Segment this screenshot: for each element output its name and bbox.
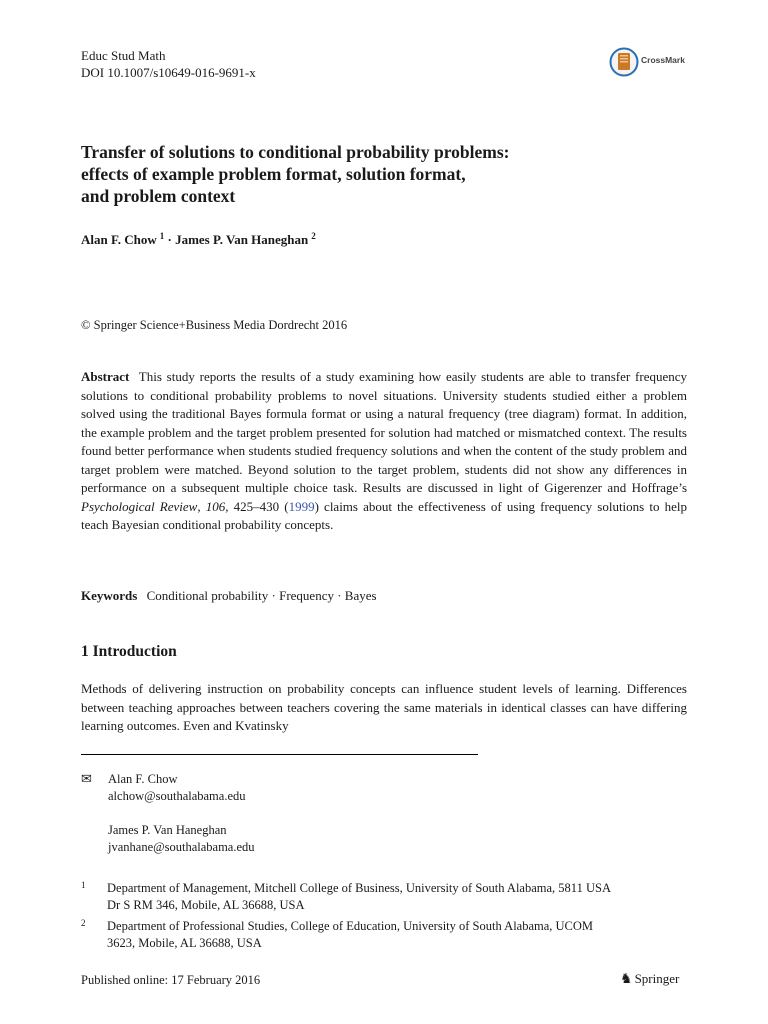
journal-name: Educ Stud Math: [81, 48, 166, 63]
keywords-label: Keywords: [81, 588, 138, 603]
abstract-label: Abstract: [81, 369, 130, 384]
affiliation-1-line-1: Department of Management, Mitchell College of Business, University of South Alabama, 5811 USA: [107, 881, 611, 895]
correspondence-block: [81, 770, 255, 856]
journal-header: [81, 47, 256, 81]
author-1-affil: 1: [159, 231, 165, 241]
crossmark-label: CrossMark: [641, 55, 685, 65]
author-separator: ·: [164, 232, 176, 247]
envelope-icon: ✉: [81, 771, 92, 786]
affiliation-1-line-2: Dr S RM 346, Mobile, AL 36688, USA: [107, 897, 305, 912]
affiliation-1: [81, 880, 687, 913]
publisher-name: Springer: [634, 971, 680, 986]
abstract: [81, 368, 687, 535]
copyright-notice: © Springer Science+Business Media Dordrecht 2016: [81, 318, 348, 332]
published-date: Published online: 17 February 2016: [81, 973, 261, 987]
citation-year-link[interactable]: 1999: [288, 498, 315, 514]
author-2[interactable]: James P. Van Haneghan: [175, 232, 309, 247]
author-2-affil: 2: [311, 231, 316, 241]
footnote-divider: [81, 754, 478, 755]
abstract-journal: Psychological Review: [81, 498, 198, 514]
springer-horse-icon: ♞: [620, 972, 633, 987]
abstract-text-1: This study reports the results of a study examining how easily students are able to transfer frequency solutions to conditional probability problems to novel situations. University students studied either a problem solved using the traditional Bayes formula format or using a natural frequency (tree diagram) format. In addition, the example problem and the target problem presented for solution had matched or mismatched context. The results found better performance when students studied frequency solutions and when the content of the study problem and target problem were matched. Beyond solution to the target problem, students did not show any differences in performance on a subsequent multiple choice task. Results are discussed in light of Gigerenzer and Hoffrage’s: [81, 369, 688, 495]
corr-email-1[interactable]: alchow@southalabama.edu: [108, 789, 246, 803]
corr-name-1: Alan F. Chow: [108, 772, 178, 786]
affiliation-2-line-2: 3623, Mobile, AL 36688, USA: [107, 935, 262, 950]
title-line-2: effects of example problem format, solution format,: [81, 164, 466, 184]
section-heading-introduction: 1 Introduction: [81, 643, 177, 660]
affiliation-1-number: 1: [81, 880, 86, 890]
paper-title: [81, 141, 681, 207]
affiliation-2-line-1: Department of Professional Studies, College of Education, University of South Alabama, UCOM: [107, 919, 594, 933]
crossmark-icon: [609, 47, 639, 77]
author-1[interactable]: Alan F. Chow: [81, 232, 157, 247]
keywords-items: Conditional probability · Frequency · Bayes: [146, 588, 377, 603]
crossmark-badge[interactable]: [609, 47, 689, 77]
abstract-pages: , 425–430 (: [225, 498, 289, 514]
introduction-text: Methods of delivering instruction on probability concepts can influence student levels of learning. Differences between teaching approaches between teachers covering the same materials in identical classes can have differing learning outcomes. Even and Kvatinsky: [81, 681, 687, 733]
title-line-1: Transfer of solutions to conditional probability problems:: [81, 142, 510, 162]
abstract-text-2: ) claims about the effectiveness of using frequency solutions to help teach Bayesian conditional probability concepts.: [81, 498, 687, 532]
doi[interactable]: DOI 10.1007/s10649-016-9691-x: [81, 65, 256, 80]
title-line-3: and problem context: [81, 186, 236, 206]
publisher-logo[interactable]: [620, 971, 679, 988]
abstract-comma: ,: [197, 498, 206, 514]
corr-name-2: James P. Van Haneghan: [108, 823, 227, 837]
corr-email-2[interactable]: jvanhane@southalabama.edu: [108, 840, 255, 854]
keywords: [81, 588, 377, 604]
abstract-volume: 106: [205, 498, 226, 514]
author-list: [81, 231, 316, 248]
affiliation-2-number: 2: [81, 918, 86, 928]
affiliation-2: [81, 918, 687, 951]
